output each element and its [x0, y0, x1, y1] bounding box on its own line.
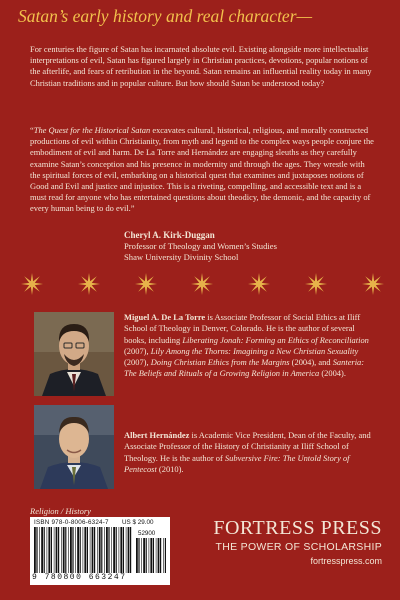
- star-icon: [20, 272, 44, 296]
- star-icon: [304, 272, 328, 296]
- bio2-book: Subversive Fire: The Untold Story of Pentecost: [124, 452, 350, 474]
- bio1-book: Santeria: The Beliefs and Rituals of a Growing Religion in America: [124, 357, 365, 379]
- bio1-book: Lily Among the Thorns: Imagining a New Christian Sexuality: [150, 345, 359, 356]
- isbn-label: ISBN 978-0-8006-6324-7: [34, 519, 109, 526]
- star-icon: [190, 272, 214, 296]
- bio1-name: Miguel A. De La Torre: [124, 312, 206, 322]
- bio1-text: (2004), and: [289, 357, 333, 368]
- category-label: Religion / History: [30, 506, 91, 516]
- author-photo-hernandez: [34, 405, 114, 489]
- portrait-1-image: [34, 312, 114, 396]
- publisher-url: fortresspress.com: [310, 556, 382, 566]
- addon-barcode-icon: [136, 538, 166, 573]
- bio1-text: (2007),: [124, 345, 151, 356]
- quote-text: excavates cultural, historical, religious, and morally constructed productions of evil within Christianity, from myth and legend to the complex ways people conjure the embodiment of evil and harm. De La Torre and Hernández are engaging sleuths as they carefully examine Satan’s conception and his presence in modernity and through the ages. They wrestle with the spiritual forces of evil, embarking on a historical quest that examines and juxtaposes notions of Good and Evil and justice and injustice. This is a riveting, compelling, and accessible text and is a must read for anyone who has entertained questions about theodicy, the demonic, and the capacity of every human being to do evil.”: [30, 125, 374, 214]
- portrait-2-image: [34, 405, 114, 489]
- star-icon: [247, 272, 271, 296]
- star-icon: [361, 272, 385, 296]
- author-photo-de-la-torre: [34, 312, 114, 396]
- bio1-text: (2004).: [319, 368, 346, 379]
- price-label: US $ 29.00: [122, 519, 154, 526]
- endorser-name: Cheryl A. Kirk-Duggan: [124, 230, 215, 240]
- publisher-name: FORTRESS PRESS: [213, 517, 382, 539]
- bio2-text: (2010).: [156, 463, 184, 474]
- barcode-icon: [34, 527, 132, 573]
- publisher-block: [206, 517, 382, 566]
- publisher-tagline: THE POWER OF SCHOLARSHIP: [215, 541, 382, 553]
- quote-book-title: The Quest for the Historical Satan: [33, 125, 151, 135]
- bio-hernandez: [124, 430, 376, 475]
- barcode-digits: 9 780800 663247: [32, 573, 127, 582]
- bio2-name: Albert Hernández: [124, 430, 190, 440]
- headline: Satan’s early history and real character—: [18, 6, 313, 26]
- bio1-text: (2007),: [124, 357, 151, 368]
- intro-paragraph: For centuries the figure of Satan has incarnated absolute evil. Existing alongside more intellectualist interpretations of evil, Satan has figured largely in Christian practices, devotions, popular notions of the afterlife, and fears of retribution in the beyond. Satan remains an influential reality today in many Christian traditions and in popular culture. But how should Satan be understood today?: [30, 44, 372, 88]
- bio-de-la-torre: [124, 312, 376, 380]
- bio1-book: Liberating Jonah: Forming an Ethics of Reconciliation: [182, 334, 369, 345]
- bio2-text: is Academic Vice President, Dean of the Faculty, and Associate Professor of the History of Christianity at Iliff School of Theology. He is the author of: [124, 430, 371, 463]
- addon-number: 52900: [138, 530, 156, 537]
- endorsement-quote: [30, 125, 375, 215]
- star-icon: [77, 272, 101, 296]
- endorser-institution: Shaw University Divinity School: [124, 251, 239, 262]
- bio1-book: Doing Christian Ethics from the Margins: [150, 357, 290, 368]
- quote-open: “: [30, 125, 34, 135]
- star-icon: [134, 272, 158, 296]
- barcode-panel: [30, 517, 170, 585]
- star-divider: [20, 272, 385, 296]
- bio1-text: is Associate Professor of Social Ethics at Iliff School of Theology in Denver, Colorado. He is the author of several books, including: [124, 312, 361, 345]
- endorser-title: Professor of Theology and Women’s Studies: [124, 240, 277, 251]
- endorser-signature: [124, 230, 364, 262]
